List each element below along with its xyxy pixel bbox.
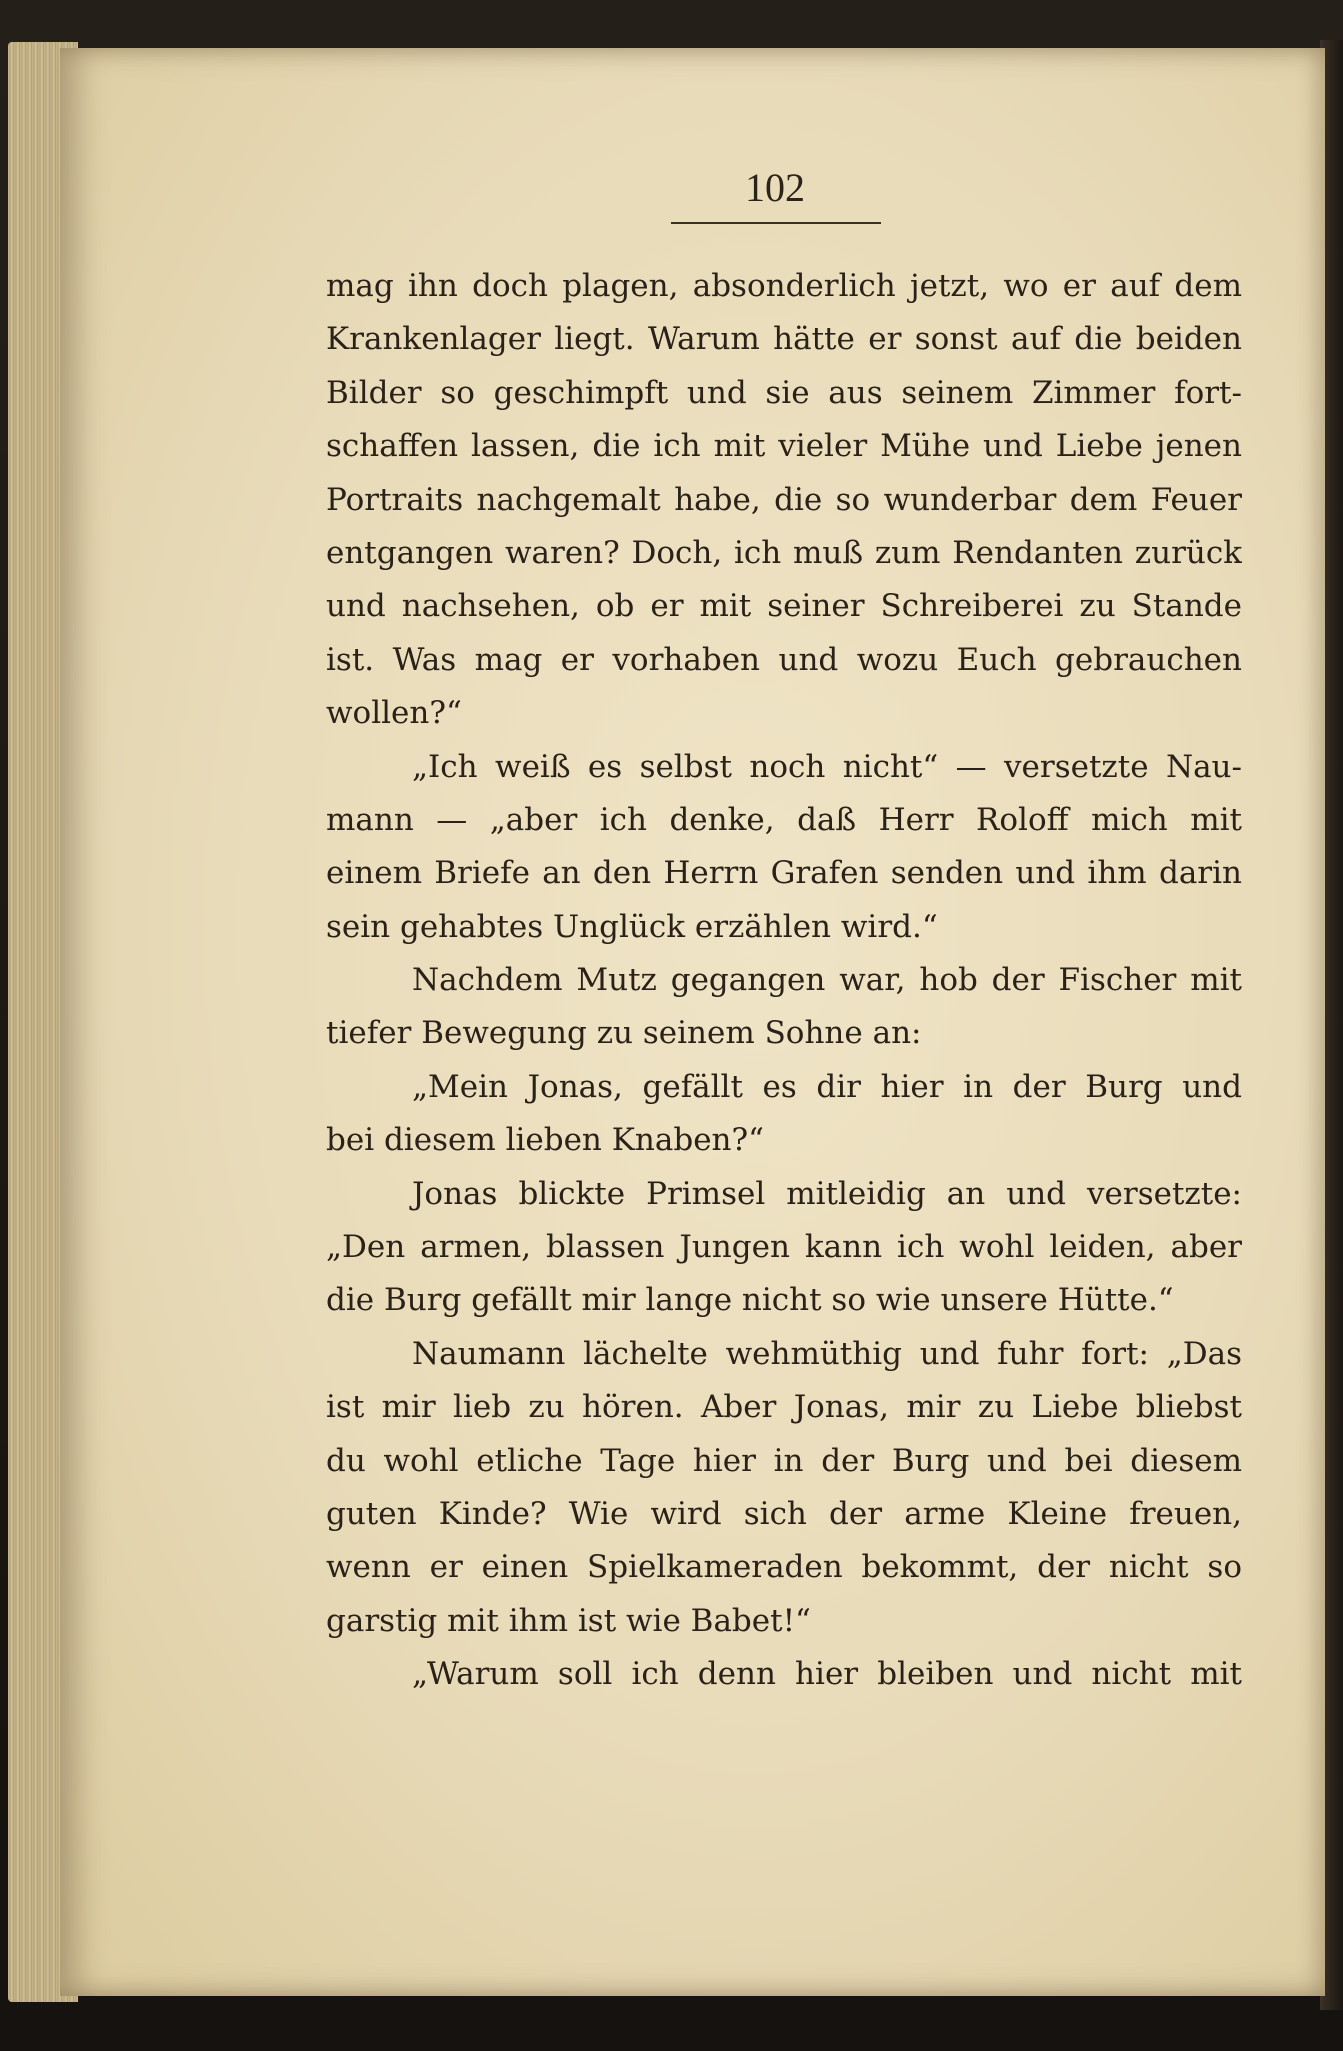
text-line: Bilder so geschimpft und sie aus seinem Zimmer fort-	[326, 374, 1242, 411]
text-line: wenn er einen Spielkameraden bekommt, der nicht so	[326, 1549, 1242, 1586]
text-line: die Burg gefällt mir lange nicht so wie unsere Hütte.“	[326, 1282, 1174, 1319]
text-line: Portraits nachgemalt habe, die so wunderbar dem Feuer	[326, 481, 1242, 518]
text-line: Nachdem Mutz gegangen war, hob der Fischer mit	[412, 962, 1242, 999]
text-line: „Mein Jonas, gefällt es dir hier in der Burg und	[412, 1068, 1242, 1105]
text-line: guten Kinde? Wie wird sich der arme Kleine freuen,	[326, 1495, 1242, 1532]
text-line: entgangen waren? Doch, ich muß zum Rendanten zurück	[326, 534, 1242, 571]
page-number: 102	[745, 165, 805, 210]
text-line: „Warum soll ich denn hier bleiben und nicht mit	[412, 1656, 1242, 1693]
text-line: mann — „aber ich denke, daß Herr Roloff mich mit	[326, 801, 1242, 838]
text-line: Krankenlager liegt. Warum hätte er sonst auf die beiden	[326, 321, 1242, 358]
text-line: bei diesem lieben Knaben?“	[326, 1122, 764, 1159]
text-line: „Ich weiß es selbst noch nicht“ — versetzte Nau-	[412, 748, 1242, 785]
page-text	[326, 260, 1242, 1702]
text-line: sein gehabtes Unglück erzählen wird.“	[326, 908, 938, 945]
text-line: wollen?“	[326, 695, 462, 732]
text-line: „Den armen, blassen Jungen kann ich wohl leiden, aber	[326, 1229, 1242, 1266]
text-line: einem Briefe an den Herrn Grafen senden und ihm darin	[326, 855, 1242, 892]
text-line: mag ihn doch plagen, absonderlich jetzt, wo er auf dem	[326, 268, 1242, 304]
text-line: Naumann lächelte wehmüthig und fuhr fort: „Das	[412, 1335, 1242, 1372]
text-line: du wohl etliche Tage hier in der Burg und bei diesem	[326, 1442, 1242, 1479]
text-line: ist mir lieb zu hören. Aber Jonas, mir zu Liebe bliebst	[326, 1389, 1242, 1426]
text-line: und nachsehen, ob er mit seiner Schreiberei zu Stande	[326, 588, 1242, 625]
text-line: schaffen lassen, die ich mit vieler Mühe und Liebe jenen	[326, 428, 1242, 465]
text-line: Jonas blickte Primsel mitleidig an und versetzte:	[412, 1175, 1242, 1212]
text-line: garstig mit ihm ist wie Babet!“	[326, 1602, 811, 1639]
text-line: ist. Was mag er vorhaben und wozu Euch gebrauchen	[326, 641, 1242, 678]
text-line: tiefer Bewegung zu seinem Sohne an:	[326, 1015, 922, 1052]
page-number-rule	[671, 222, 881, 224]
